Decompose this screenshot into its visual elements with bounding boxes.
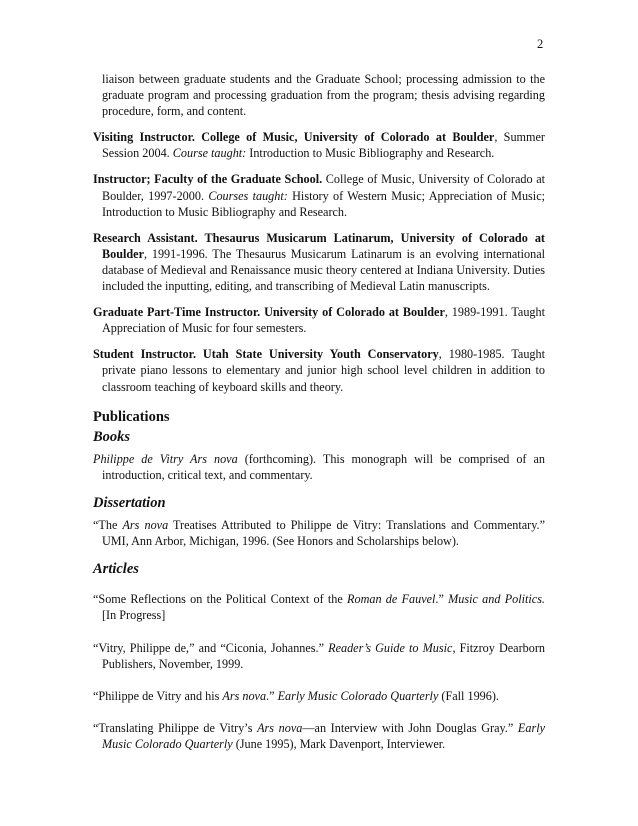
article-text: [In Progress] [102, 608, 166, 623]
entry-text: College of Music, University of Colorado at Boulder, 1997-2000. [102, 172, 545, 203]
article-text: .” [266, 688, 278, 703]
entry-text: Introduction to Music Bibliography and Research. [246, 146, 495, 161]
dissertation-entry [93, 517, 545, 549]
entry-title: Visiting Instructor. College of Music, University of Colorado at Boulder [93, 130, 495, 145]
article-italic: Early Music Colorado Quarterly [277, 688, 439, 703]
book-text: (forthcoming). This monograph will be comprised of an introduction, critical text, and commentary. [102, 451, 545, 482]
article-entry [93, 720, 545, 752]
employment-parttime-instructor [93, 304, 545, 336]
article-text: “Some Reflections on the Political Context of the [93, 592, 348, 607]
article-italic: Ars nova [222, 688, 267, 703]
employment-continuation: liaison between graduate students and the Graduate School; processing admission to the graduate program and processing graduation from the program; thesis advising regarding procedure, form, and content. [102, 72, 545, 119]
article-entry [93, 640, 545, 672]
article-italic: Roman de Fauvel [347, 592, 436, 607]
book-title: Philippe de Vitry Ars nova [93, 451, 238, 466]
page-number: 2 [537, 37, 544, 51]
entry-title: Graduate Part-Time Instructor. University of Colorado at Boulder [93, 305, 445, 320]
entry-text: , 1989-1991. Taught Appreciation of Music for four semesters. [102, 305, 545, 336]
book-entry [93, 451, 545, 483]
employment-student-instructor [93, 346, 545, 394]
article-text: (June 1995), Mark Davenport, Interviewer. [232, 736, 446, 751]
articles-heading: Articles [93, 561, 139, 578]
employment-visiting-instructor [93, 129, 545, 161]
dissertation-heading: Dissertation [93, 494, 166, 511]
entry-text: , 1980-1985. Taught private piano lessons to elementary and junior high school level children in addition to classroom teaching of keyboard skills and theory. [102, 347, 545, 394]
entry-text: , Summer Session 2004. [102, 130, 545, 161]
article-entry [93, 688, 545, 704]
entry-label: Courses taught: [208, 188, 288, 203]
article-text: “Translating Philippe de Vitry’s [93, 720, 258, 735]
article-text: , Fitzroy Dearborn Publishers, November, 1999. [102, 640, 545, 671]
publications-heading: Publications [93, 408, 170, 425]
books-heading: Books [93, 428, 131, 445]
dissertation-text: “The [93, 518, 123, 533]
article-italic: Ars nova [257, 720, 303, 735]
article-text: “Philippe de Vitry and his [93, 688, 223, 703]
entry-text: , 1991-1996. The Thesaurus Musicarum Latinarum is an evolving international database of Medieval and Renaissance music theory centered at Indiana University. Duties included the inputting, editing, and transcribing of Medieval Latin manuscripts. [102, 246, 545, 294]
dissertation-italic: Ars nova [122, 518, 169, 533]
entry-title: Student Instructor. Utah State University Youth Conservatory [93, 347, 439, 362]
entry-title: Instructor; Faculty of the Graduate School. [93, 172, 323, 187]
article-entry [93, 591, 545, 623]
document-body [93, 71, 545, 762]
entry-text: History of Western Music; Appreciation of Music; Introduction to Music Bibliography and Research. [102, 188, 545, 219]
article-text: “Vitry, Philippe de,” and “Ciconia, Johannes.” [93, 640, 329, 655]
dissertation-text: Treatises Attributed to Philippe de Vitry: Translations and Commentary.” UMI, Ann Arbor, Michigan, 1996. (See Honors and Scholarships below). [102, 518, 545, 549]
article-text: —an Interview with John Douglas Gray.” [302, 720, 518, 735]
entry-title: Research Assistant. Thesaurus Musicarum Latinarum, University of Colorado at Boulder [93, 230, 545, 261]
article-text: (Fall 1996). [438, 688, 499, 703]
article-italic: Music and Politics. [448, 592, 545, 607]
employment-research-assistant [93, 230, 545, 294]
entry-label: Course taught: [172, 146, 247, 161]
article-italic: Reader’s Guide to Music [328, 640, 453, 655]
article-italic: Early Music Colorado Quarterly [102, 720, 545, 751]
employment-instructor [93, 171, 545, 219]
article-text: .” [435, 592, 449, 607]
